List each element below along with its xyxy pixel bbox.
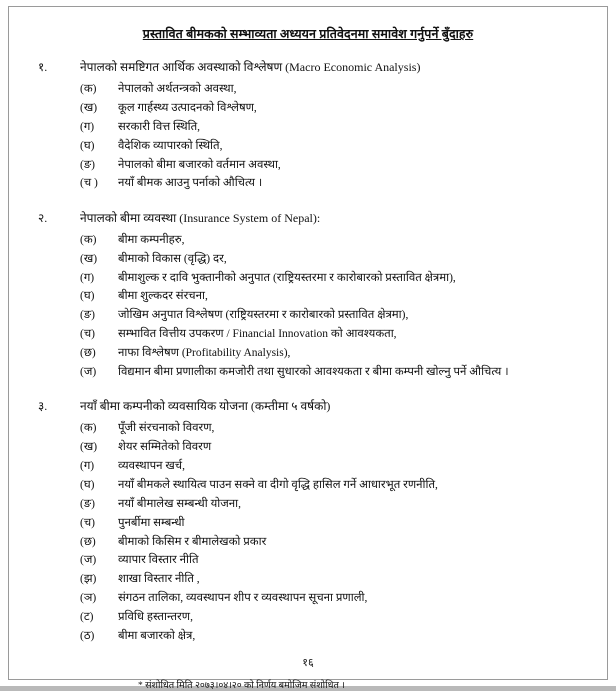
item-marker: (ङ)	[80, 309, 95, 322]
item-marker: (क)	[80, 83, 97, 95]
item-text: विद्यमान बीमा प्रणालीका कमजोरी तथा सुधारको आवश्यकता र बीमा कम्पनी खोल्नु पर्ने औचित्य ।	[118, 365, 509, 378]
item-text: नयाँ बीमालेख सम्बन्धी योजना,	[118, 497, 241, 510]
list-item	[38, 365, 578, 379]
item-text: व्यापार विस्तार नीति	[118, 554, 199, 567]
section-2-heading	[38, 209, 578, 226]
item-text: वैदेशिक व्यापारको स्थिति,	[118, 139, 223, 152]
item-text: कूल गार्हस्थ्य उत्पादनको विश्लेषण,	[118, 101, 257, 114]
item-marker: (घ)	[80, 139, 95, 152]
item-marker: (छ)	[80, 347, 96, 359]
list-item	[38, 535, 578, 549]
section-2	[38, 209, 578, 380]
list-item	[38, 629, 578, 643]
list-item	[38, 120, 578, 134]
item-marker: (झ)	[80, 573, 97, 586]
item-marker: (ख)	[80, 101, 98, 114]
list-item	[38, 610, 578, 624]
list-item	[38, 459, 578, 473]
list-item	[38, 440, 578, 454]
item-text: सम्भावित वित्तीय उपकरण / Financial Innovation को आवश्यकता,	[118, 328, 397, 341]
list-item	[38, 327, 578, 341]
item-marker: (ट)	[80, 611, 94, 623]
item-text: नेपालको बीमा बजारको वर्तमान अवस्था,	[118, 158, 281, 171]
item-text: सरकारी वित्त स्थिति,	[118, 120, 201, 133]
section-3-items	[38, 421, 578, 643]
list-item	[38, 252, 578, 266]
list-item	[38, 553, 578, 567]
section-1-number: १.	[38, 60, 48, 74]
item-marker: (ग)	[80, 460, 95, 472]
section-2-items	[38, 233, 578, 380]
page-number: १६	[302, 657, 314, 670]
item-marker: (छ)	[80, 535, 96, 548]
item-marker: (ग)	[80, 271, 95, 284]
section-1	[38, 58, 578, 191]
page-title: प्रस्तावित बीमकको सम्भाव्यता अध्ययन प्रतिवेदनमा समावेश गर्नुपर्ने बुँदाहरु	[142, 27, 474, 41]
item-text: बीमा कम्पनीहरु,	[118, 233, 185, 246]
item-marker: (घ)	[80, 290, 95, 303]
item-marker: (क)	[80, 422, 97, 435]
section-2-title: नेपालको बीमा व्यवस्था (Insurance System of Nepal):	[80, 210, 321, 225]
item-marker: (ख)	[80, 441, 98, 454]
item-text: नयाँ बीमक आउनु पर्नाको औचित्य ।	[118, 177, 263, 190]
list-item	[38, 233, 578, 247]
list-item	[38, 497, 578, 511]
section-3	[38, 397, 578, 643]
list-item	[38, 478, 578, 492]
item-text: बीमाशुल्क र दावि भुक्तानीको अनुपात (राष्ट्रियस्तरमा र कारोबारको प्रस्तावित क्षेत्रमा),	[118, 271, 456, 284]
item-marker: (घ)	[80, 478, 95, 491]
item-text: व्यवस्थापन खर्च,	[118, 460, 185, 472]
item-marker: (ग)	[80, 120, 95, 133]
top-rule	[38, 14, 578, 22]
item-marker: (ख)	[80, 252, 98, 265]
list-item	[38, 158, 578, 172]
item-text: बीमाको किसिम र बीमालेखको प्रकार	[118, 535, 267, 548]
list-item	[38, 139, 578, 153]
item-text: शाखा विस्तार नीति ,	[118, 573, 200, 586]
section-3-number: ३.	[38, 399, 48, 414]
list-item	[38, 516, 578, 530]
list-item	[38, 82, 578, 96]
item-text: पूँजी संरचनाको विवरण,	[118, 422, 215, 435]
list-item	[38, 346, 578, 360]
item-marker: (क)	[80, 233, 97, 246]
item-text: नेपालको अर्थतन्त्रको अवस्था,	[118, 83, 237, 95]
item-marker: (ठ)	[80, 629, 95, 642]
item-text: प्रविधि हस्तान्तरण,	[118, 611, 193, 623]
list-item	[38, 176, 578, 190]
item-marker: (च)	[80, 516, 95, 529]
item-marker: (ङ)	[80, 497, 95, 510]
list-item	[38, 289, 578, 303]
item-marker: (ञ)	[80, 592, 97, 605]
item-marker: (ज)	[80, 554, 97, 567]
item-text: बीमाको विकास (वृद्धि) दर,	[118, 252, 227, 265]
section-1-title: नेपालको समष्टिगत आर्थिक अवस्थाको विश्लेषण (Macro Economic Analysis)	[80, 60, 421, 74]
list-item	[38, 308, 578, 322]
item-text: शेयर सम्मितेको विवरण	[118, 441, 212, 454]
list-item	[38, 591, 578, 605]
footnote: * संशोधित मिति २०७३।०४।२० को निर्णय बमोजिम संशोधित ।	[138, 681, 345, 691]
item-text: बीमा बजारको क्षेत्र,	[118, 629, 196, 642]
list-item	[38, 572, 578, 586]
item-marker: (च )	[80, 177, 98, 190]
item-text: जोखिम अनुपात विश्लेषण (राष्ट्रियस्तरमा र कारोबारको प्रस्तावित क्षेत्रमा),	[118, 309, 409, 322]
item-marker: (च)	[80, 328, 95, 341]
item-text: संगठन तालिका, व्यवस्थापन शीप र व्यवस्थापन सूचना प्रणाली,	[118, 592, 368, 605]
item-text: नाफा विश्लेषण (Profitability Analysis),	[118, 347, 291, 359]
list-item	[38, 421, 578, 435]
item-text: नयाँ बीमकले स्थायित्व पाउन सक्ने वा दीगो वृद्धि हासिल गर्ने आधारभूत रणनीति,	[118, 478, 438, 491]
section-3-title: नयाँ बीमा कम्पनीको व्यवसायिक योजना (कम्तीमा ५ वर्षको)	[80, 399, 331, 414]
section-1-items	[38, 82, 578, 191]
list-item	[38, 271, 578, 285]
list-item	[38, 101, 578, 115]
item-marker: (ज)	[80, 365, 97, 378]
item-text: पुनर्बीमा सम्बन्धी	[118, 516, 185, 529]
item-marker: (ङ)	[80, 158, 95, 171]
item-text: बीमा शुल्कदर संरचना,	[118, 290, 208, 303]
section-1-heading	[38, 58, 578, 75]
section-2-number: २.	[38, 210, 48, 225]
section-3-heading	[38, 397, 578, 414]
